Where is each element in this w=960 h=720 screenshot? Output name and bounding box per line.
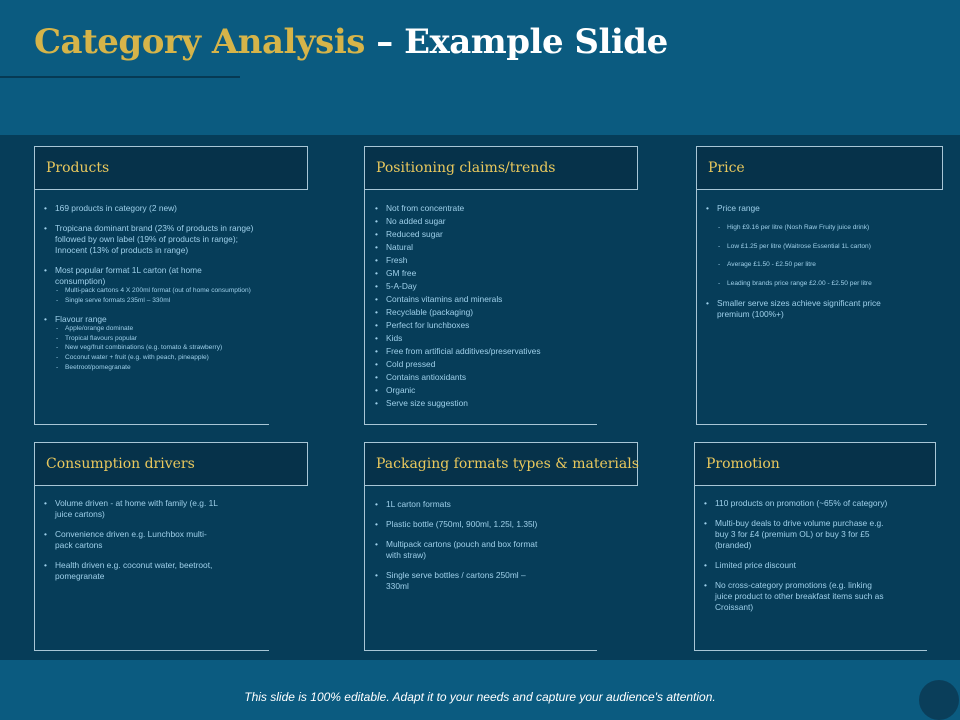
list-item-text: 169 products in category (2 new) bbox=[55, 203, 177, 213]
list-item bbox=[44, 203, 254, 214]
list-item-text: No added sugar bbox=[386, 216, 446, 226]
title-underline bbox=[0, 76, 240, 78]
packaging-list bbox=[375, 499, 540, 601]
list-item bbox=[375, 398, 590, 409]
list-item bbox=[44, 529, 219, 551]
list-item-text: Smaller serve sizes achieve significant price premium (100%+) bbox=[717, 298, 881, 320]
list-item bbox=[375, 359, 590, 370]
sub-list-item: - Apple/orange dominate bbox=[55, 325, 254, 334]
list-item-text: Most popular format 1L carton (at home consumption) bbox=[55, 265, 202, 286]
list-item bbox=[44, 314, 254, 372]
list-item bbox=[44, 498, 219, 520]
list-item-text: GM free bbox=[386, 268, 417, 278]
list-item bbox=[375, 281, 590, 292]
list-item-text: Convenience driven e.g. Lunchbox multi-pack cartons bbox=[55, 529, 207, 550]
list-item-text: 110 products on promotion (~65% of category) bbox=[715, 498, 888, 508]
sub-list-item: - Leading brands price range £2.00 - £2.50 per litre bbox=[717, 280, 886, 289]
list-item bbox=[375, 372, 590, 383]
sub-list-item: - New veg/fruit combinations (e.g. tomato & strawberry) bbox=[55, 344, 254, 353]
promotion-section bbox=[694, 442, 927, 651]
products-header bbox=[34, 146, 308, 190]
sub-list-item: - Coconut water + fruit (e.g. with peach, pineapple) bbox=[55, 354, 254, 363]
list-item-text: No cross-category promotions (e.g. linking juice product to other breakfast items such as Croissant) bbox=[715, 580, 884, 612]
positioning-title: Positioning claims/trends bbox=[376, 160, 556, 176]
list-item-text: Multi-buy deals to drive volume purchase e.g. buy 3 for £4 (premium OL) or buy 3 for £5 (branded) bbox=[715, 518, 884, 550]
list-item bbox=[375, 294, 590, 305]
sub-list-item: - Low £1.25 per litre (Waitrose Essential 1L carton) bbox=[717, 243, 886, 252]
positioning-header bbox=[364, 146, 638, 190]
list-item-text: Kids bbox=[386, 333, 403, 343]
list-item bbox=[706, 298, 886, 320]
sub-list bbox=[55, 325, 254, 372]
list-item bbox=[375, 385, 590, 396]
packaging-title: Packaging formats types & materials bbox=[376, 456, 639, 472]
sub-list-item: - Average £1.50 - £2.50 per litre bbox=[717, 261, 886, 270]
list-item-text: Fresh bbox=[386, 255, 408, 265]
list-item-text: Contains antioxidants bbox=[386, 372, 467, 382]
list-item bbox=[44, 560, 219, 582]
list-item bbox=[375, 255, 590, 266]
list-item bbox=[706, 203, 886, 288]
promotion-list bbox=[704, 498, 889, 622]
list-item-text: Volume driven - at home with family (e.g. 1L juice cartons) bbox=[55, 498, 218, 519]
list-item bbox=[704, 498, 889, 509]
list-item bbox=[375, 539, 540, 561]
list-item bbox=[375, 216, 590, 227]
list-item bbox=[375, 570, 540, 592]
list-item-text: Limited price discount bbox=[715, 560, 796, 570]
list-item bbox=[375, 519, 540, 530]
list-item bbox=[375, 229, 590, 240]
list-item-text: Reduced sugar bbox=[386, 229, 443, 239]
consumption-list bbox=[44, 498, 219, 591]
list-item-text: Multipack cartons (pouch and box format with straw) bbox=[386, 539, 538, 560]
list-item bbox=[704, 580, 889, 613]
footer-text: This slide is 100% editable. Adapt it to your needs and capture your audience's attention. bbox=[244, 690, 716, 704]
list-item-text: Organic bbox=[386, 385, 416, 395]
list-item bbox=[375, 333, 590, 344]
packaging-section bbox=[364, 442, 639, 651]
title-part-1: Category Analysis bbox=[34, 22, 365, 62]
promotion-header bbox=[694, 442, 936, 486]
list-item bbox=[375, 307, 590, 318]
slide-title bbox=[34, 22, 668, 62]
list-item bbox=[375, 499, 540, 510]
sub-list-item: - High £9.16 per litre (Nosh Raw Fruity juice drink) bbox=[717, 224, 886, 233]
list-item bbox=[375, 320, 590, 331]
list-item-text: Natural bbox=[386, 242, 413, 252]
list-item-text: Health driven e.g. coconut water, beetroot, pomegranate bbox=[55, 560, 213, 581]
list-item-text: Tropicana dominant brand (23% of products in range) followed by own label (19% of products in range); Innocent (13% of products in range) bbox=[55, 223, 254, 255]
list-item-text: Free from artificial additives/preservatives bbox=[386, 346, 541, 356]
price-header bbox=[696, 146, 943, 190]
list-item bbox=[704, 560, 889, 571]
list-item bbox=[44, 265, 254, 305]
price-section bbox=[696, 146, 927, 425]
title-part-2: – Example Slide bbox=[364, 22, 668, 62]
list-item bbox=[44, 223, 254, 256]
positioning-list bbox=[375, 203, 590, 411]
list-item bbox=[704, 518, 889, 551]
consumption-header bbox=[34, 442, 308, 486]
header-band bbox=[0, 0, 960, 135]
products-list bbox=[44, 203, 254, 381]
list-item-text: Price range bbox=[717, 203, 760, 213]
sub-list bbox=[55, 287, 254, 305]
price-title: Price bbox=[708, 160, 745, 176]
footer-band bbox=[0, 660, 960, 720]
list-item-text: Perfect for lunchboxes bbox=[386, 320, 470, 330]
decorative-circle bbox=[919, 680, 959, 720]
list-item-text: Cold pressed bbox=[386, 359, 436, 369]
list-item bbox=[375, 268, 590, 279]
list-item-text: Single serve bottles / cartons 250ml – 330ml bbox=[386, 570, 526, 591]
positioning-section bbox=[364, 146, 597, 425]
price-list bbox=[706, 203, 886, 329]
list-item-text: 5-A-Day bbox=[386, 281, 417, 291]
sub-list-item: - Beetroot/pomegranate bbox=[55, 364, 254, 373]
list-item-text: Flavour range bbox=[55, 314, 107, 325]
products-title: Products bbox=[46, 160, 110, 176]
list-item-text: Not from concentrate bbox=[386, 203, 465, 213]
list-item-text: Plastic bottle (750ml, 900ml, 1.25l, 1.35l) bbox=[386, 519, 538, 529]
list-item-text: Serve size suggestion bbox=[386, 398, 468, 408]
consumption-title: Consumption drivers bbox=[46, 456, 195, 472]
sub-list-item: - Tropical flavours popular bbox=[55, 335, 254, 344]
list-item-text: Contains vitamins and minerals bbox=[386, 294, 503, 304]
list-item-text: Recyclable (packaging) bbox=[386, 307, 474, 317]
products-section bbox=[34, 146, 269, 425]
list-item bbox=[375, 203, 590, 214]
list-item-text: 1L carton formats bbox=[386, 499, 451, 509]
list-item bbox=[375, 346, 590, 357]
promotion-title: Promotion bbox=[706, 456, 780, 472]
list-item bbox=[375, 242, 590, 253]
sub-list-item: - Multi-pack cartons 4 X 200ml format (out of home consumption) bbox=[55, 287, 254, 296]
packaging-header bbox=[364, 442, 638, 486]
sub-list-item: - Single serve formats 235ml – 330ml bbox=[55, 297, 254, 306]
consumption-section bbox=[34, 442, 269, 651]
sub-list bbox=[717, 224, 886, 288]
